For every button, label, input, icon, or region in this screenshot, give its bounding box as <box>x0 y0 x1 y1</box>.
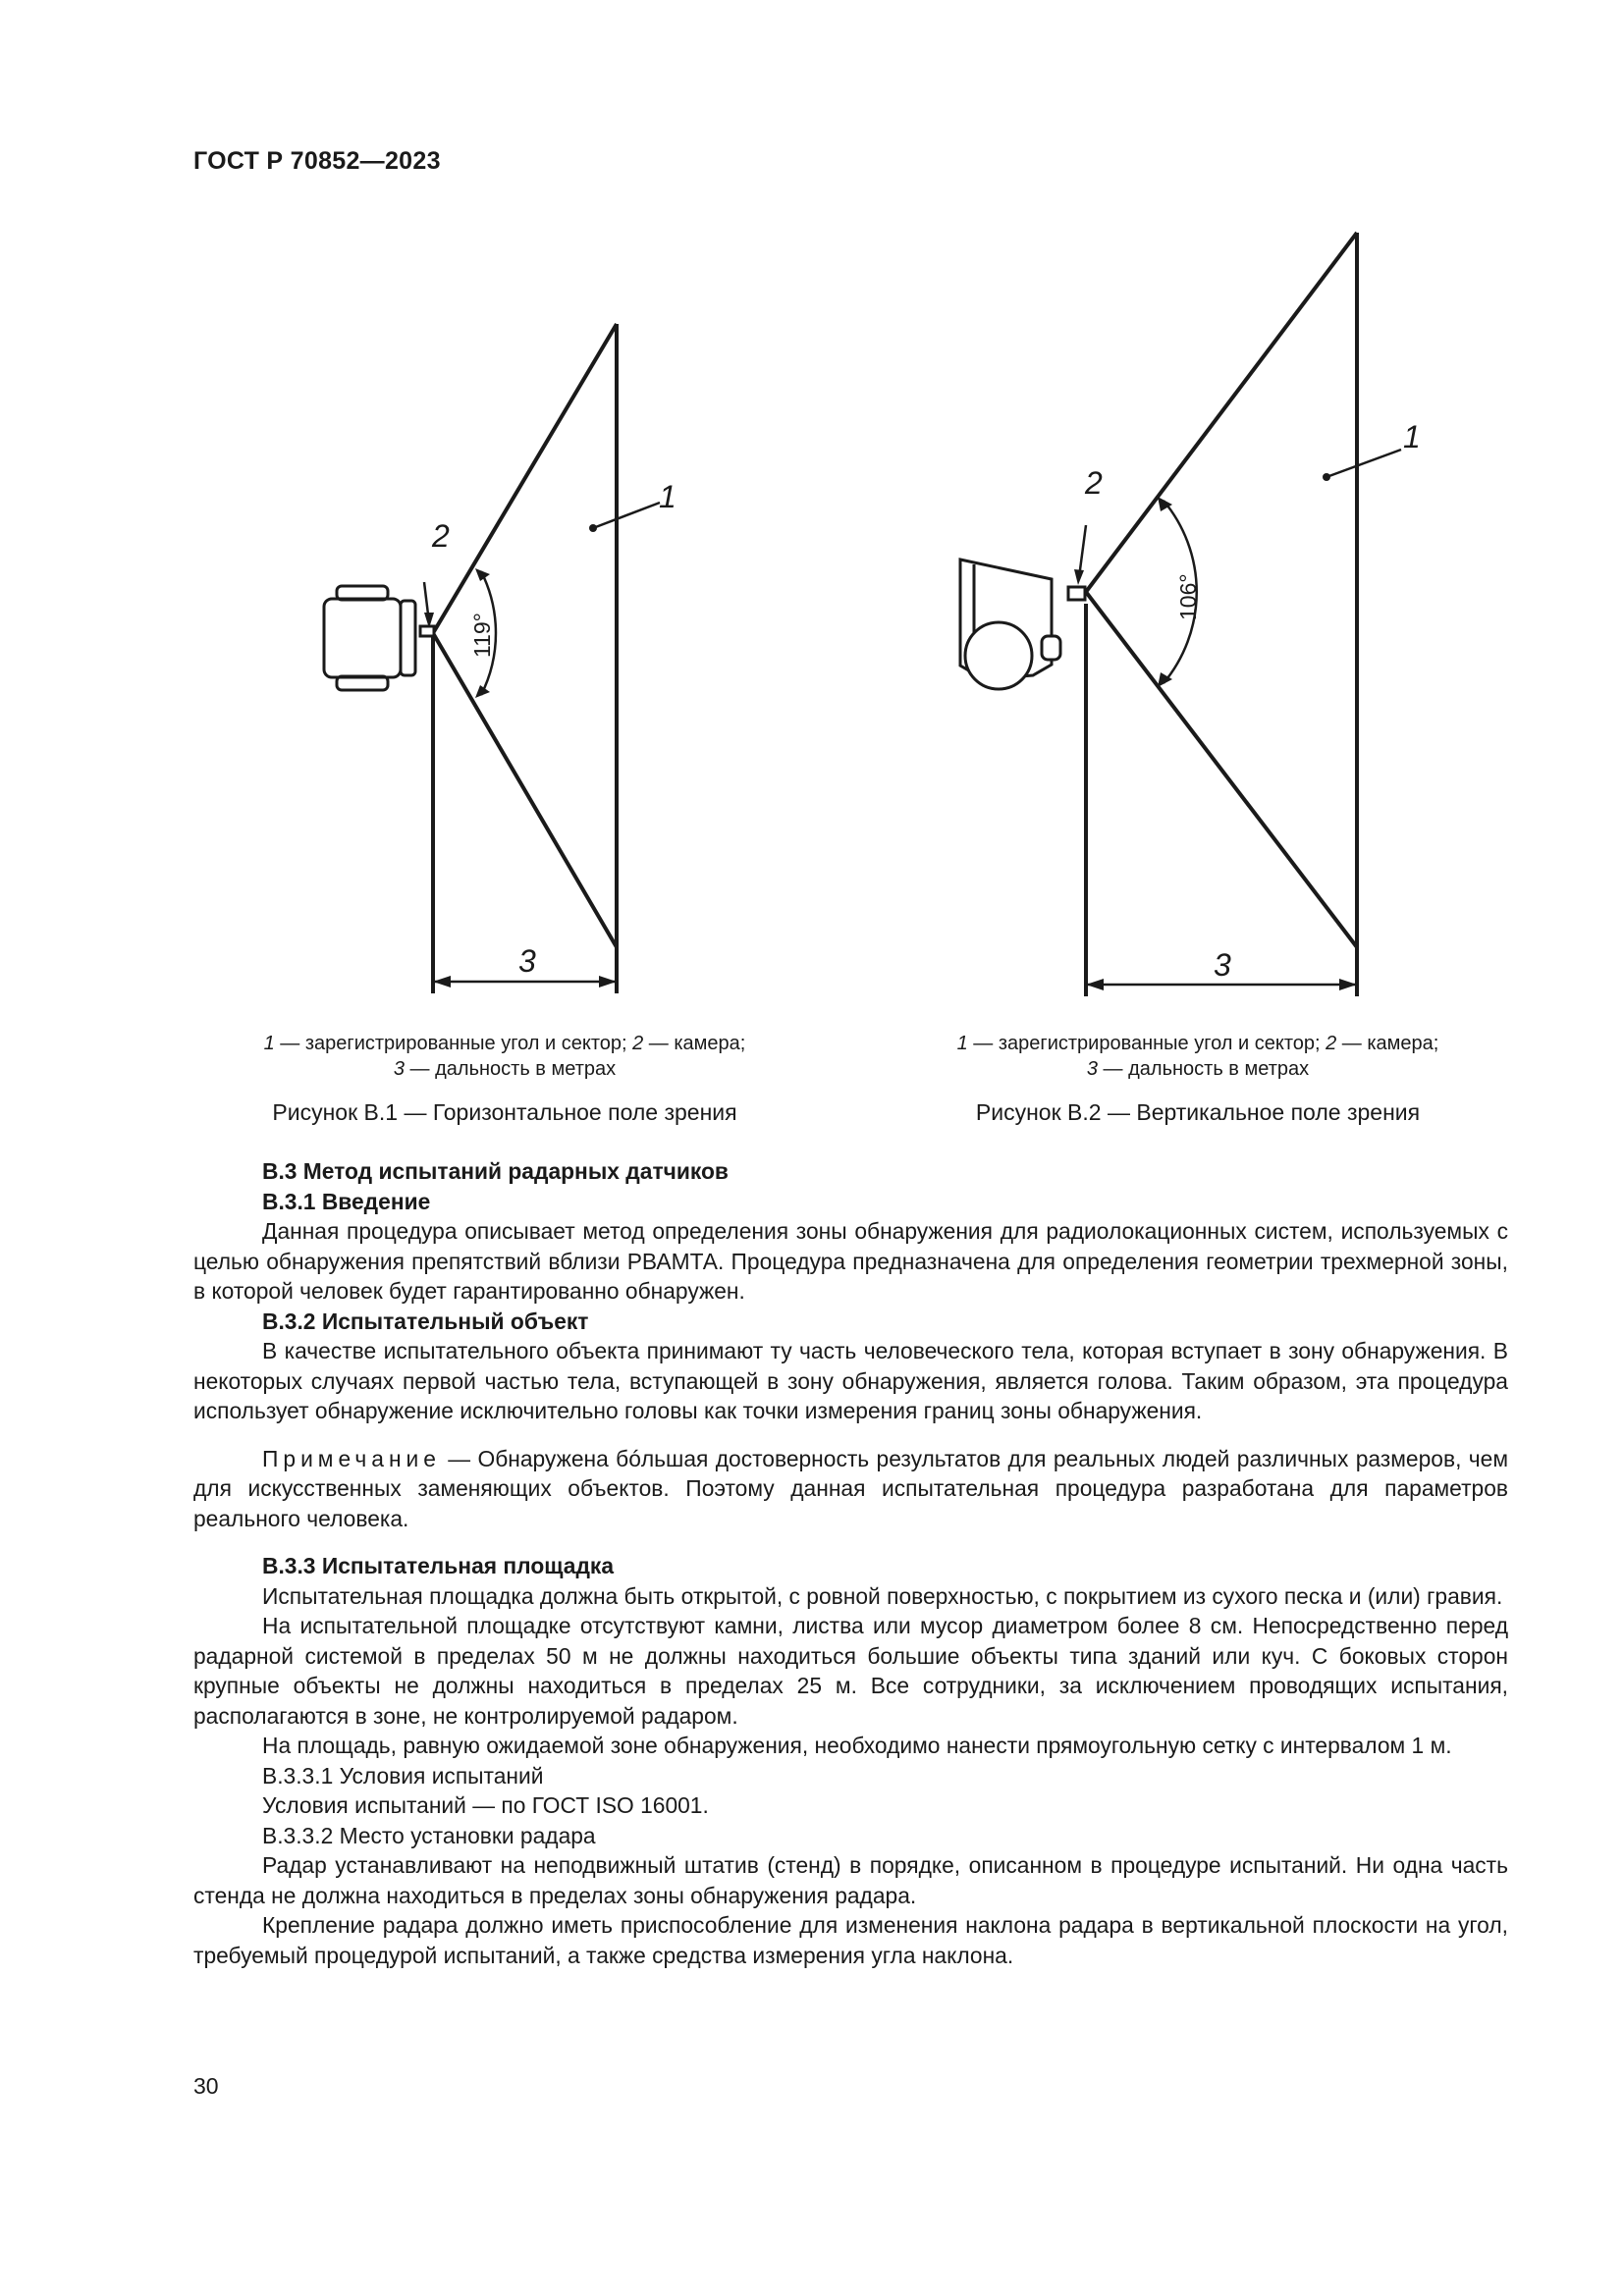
camera-icon <box>420 626 434 636</box>
document-body <box>193 1156 1508 1970</box>
note-label: Примечание <box>262 1445 441 1471</box>
figure1-caption: Рисунок В.1 — Горизонтальное поле зрения <box>272 1099 737 1125</box>
figure1-label-1: 1 <box>659 479 677 514</box>
section-heading-b3: В.3 Метод испытаний радарных датчиков <box>262 1158 729 1184</box>
figure2-label-3: 3 <box>1214 947 1231 983</box>
figure1-label-2: 2 <box>432 518 450 554</box>
note-text: — Обнаружена бóльшая достоверность результатов для реальных людей различных размеров, чем для искусственных заменяющих объектов. Поэтому данная испытательная процедура разработана для параметров реального человека. <box>193 1445 1508 1531</box>
section-heading-b33: В.3.3 Испытательная площадка <box>262 1553 615 1578</box>
page-number: 30 <box>193 2073 219 2099</box>
figure2-label-1: 1 <box>1403 419 1421 454</box>
paragraph: На площадь, равную ожидаемой зоне обнаружения, необходимо нанести прямоугольную сетку с интервалом 1 м. <box>262 1733 1452 1758</box>
subsection-heading-b331: В.3.3.1 Условия испытаний <box>262 1762 544 1789</box>
figure-vertical-field-of-view <box>943 216 1421 1021</box>
paragraph: Крепление радара должно иметь приспособление для изменения наклона радара в вертикальной плоскости на угол, требуемый процедурой испытаний, а также средства измерения угла наклона. <box>193 1912 1508 1968</box>
paragraph: На испытательной площадке отсутствуют камни, листва или мусор диаметром более 8 см. Непосредственно перед радарной системой в пределах 50 м не должны находиться большие объекты типа зданий или куч. С боковых сторон крупные объекты не должны находиться в пределах 25 м. Все сотрудники, за исключением проводящих испытания, располагаются в зоне, не контролируемой радаром. <box>193 1613 1508 1729</box>
vehicle-side-view-icon <box>960 560 1060 689</box>
section-heading-b32: В.3.2 Испытательный объект <box>262 1308 589 1334</box>
camera-icon <box>1068 587 1085 600</box>
section-heading-b31: В.3.1 Введение <box>262 1188 431 1214</box>
figure2-legend: 1 — зарегистрированные угол и сектор; 2 — камера; 3 — дальность в метрах <box>956 1033 1439 1080</box>
figure1-angle-label: 119° <box>469 613 495 658</box>
figure2-label-2: 2 <box>1085 465 1103 501</box>
paragraph: Условия испытаний — по ГОСТ ISO 16001. <box>262 1792 709 1818</box>
figure2-angle-label: 106° <box>1175 573 1201 620</box>
paragraph: Испытательная площадка должна быть открытой, с ровной поверхностью, с покрытием из сухого песка и (или) гравия. <box>262 1582 1503 1609</box>
paragraph: Радар устанавливают на неподвижный штатив (стенд) в порядке, описанном в процедуре испытаний. Ни одна часть стенда не должна находиться в пределах зоны обнаружения радара. <box>193 1852 1508 1908</box>
figure-horizontal-field-of-view <box>304 216 727 1021</box>
subsection-heading-b332: В.3.3.2 Место установки радара <box>262 1822 596 1848</box>
vehicle-top-view-icon <box>324 586 415 690</box>
note <box>193 1444 1508 1534</box>
document-header: ГОСТ Р 70852—2023 <box>193 147 441 175</box>
figure1-legend: 1 — зарегистрированные угол и сектор; 2 — камера; 3 — дальность в метрах <box>263 1033 746 1080</box>
figure2-caption: Рисунок В.2 — Вертикальное поле зрения <box>975 1099 1421 1125</box>
paragraph: В качестве испытательного объекта принимают ту часть человеческого тела, которая вступает в зону обнаружения. В некоторых случаях первой частью тела, вступающей в зону обнаружения, является голова. Таким образом, эта процедура использует обнаружение исключительно головы как точки измерения границ зоны обнаружения. <box>193 1338 1508 1423</box>
figure1-label-3: 3 <box>518 943 536 979</box>
paragraph: Данная процедура описывает метод определения зоны обнаружения для радиолокационных систем, используемых с целью обнаружения препятствий вблизи РВАМТА. Процедура предназначена для определения геометрии трехмерной зоны, в которой человек будет гарантированно обнаружен. <box>193 1218 1508 1304</box>
